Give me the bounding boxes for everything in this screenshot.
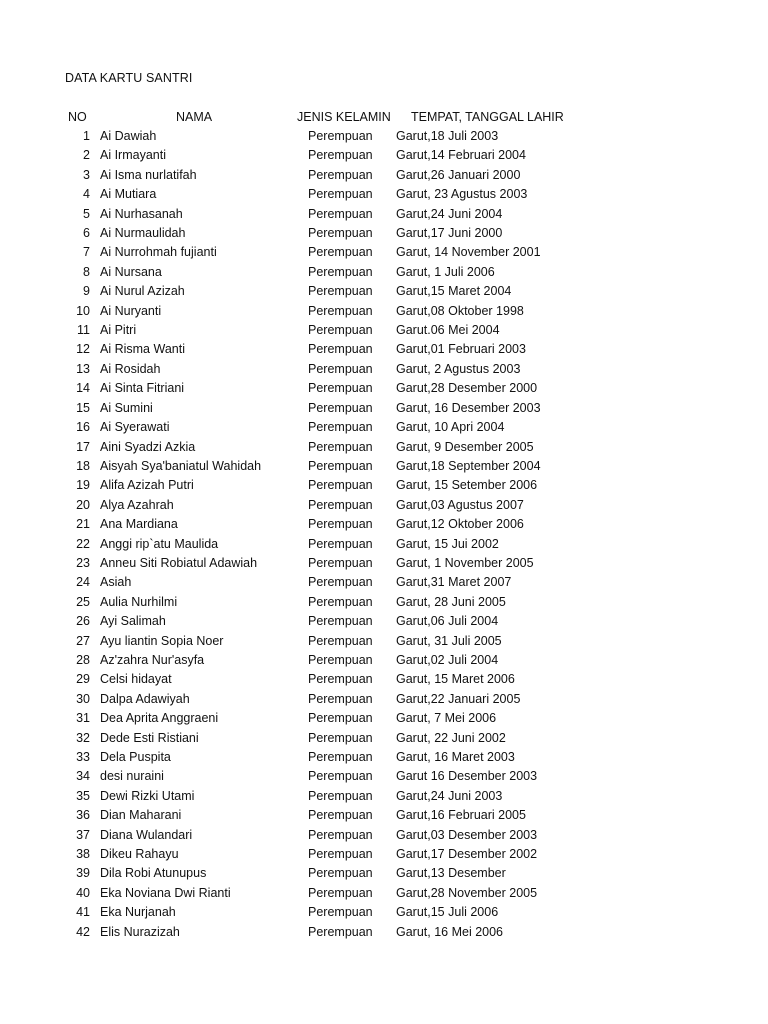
cell-jenis-kelamin: Perempuan — [308, 769, 373, 784]
table-row — [0, 767, 768, 786]
cell-jenis-kelamin: Perempuan — [308, 555, 373, 570]
cell-tempat-tanggal-lahir: Garut, 31 Juli 2005 — [396, 633, 502, 648]
header-jenis-kelamin: JENIS KELAMIN — [297, 110, 391, 124]
cell-tempat-tanggal-lahir: Garut,13 Desember — [396, 866, 506, 881]
cell-no: 33 — [76, 750, 90, 764]
cell-jenis-kelamin: Perempuan — [308, 458, 373, 473]
cell-jenis-kelamin: Perempuan — [308, 885, 373, 900]
cell-jenis-kelamin: Perempuan — [308, 614, 373, 629]
table-row — [0, 903, 768, 922]
cell-tempat-tanggal-lahir: Garut,18 Juli 2003 — [396, 129, 499, 143]
cell-jenis-kelamin: Perempuan — [308, 711, 373, 726]
cell-nama: Ai Nuryanti — [100, 303, 162, 318]
table-row — [0, 651, 768, 670]
cell-nama: Dikeu Rahayu — [100, 847, 179, 862]
cell-no: 24 — [76, 575, 90, 590]
cell-nama: Ai Rosidah — [100, 361, 161, 376]
cell-nama: Ai Pitri — [100, 323, 137, 338]
cell-jenis-kelamin: Perempuan — [308, 691, 373, 706]
cell-jenis-kelamin: Perempuan — [308, 400, 373, 415]
cell-nama: Dea Aprita Anggraeni — [100, 711, 219, 726]
cell-tempat-tanggal-lahir: Garut,16 Februari 2005 — [396, 808, 526, 823]
cell-tempat-tanggal-lahir: Garut,22 Januari 2005 — [396, 691, 521, 706]
cell-no: 32 — [76, 730, 90, 745]
table-row — [0, 670, 768, 689]
cell-jenis-kelamin: Perempuan — [308, 730, 373, 745]
cell-nama: Celsi hidayat — [100, 672, 172, 687]
cell-tempat-tanggal-lahir: Garut, 16 Desember 2003 — [396, 400, 541, 415]
cell-no: 8 — [83, 264, 90, 279]
cell-jenis-kelamin: Perempuan — [308, 226, 373, 241]
cell-no: 16 — [76, 420, 90, 435]
cell-nama: Ai Isma nurlatifah — [100, 167, 197, 182]
cell-tempat-tanggal-lahir: Garut, 15 Jui 2002 — [396, 536, 499, 551]
table-row — [0, 438, 768, 457]
cell-tempat-tanggal-lahir: Garut,17 Juni 2000 — [396, 226, 503, 241]
table-row — [0, 476, 768, 495]
cell-jenis-kelamin: Perempuan — [308, 672, 373, 687]
cell-jenis-kelamin: Perempuan — [308, 924, 373, 939]
cell-no: 39 — [76, 866, 90, 881]
table-row — [0, 690, 768, 709]
cell-no: 9 — [83, 284, 90, 299]
table-row — [0, 263, 768, 282]
table-row — [0, 884, 768, 903]
cell-no: 42 — [76, 924, 90, 939]
cell-tempat-tanggal-lahir: Garut,06 Juli 2004 — [396, 614, 499, 629]
cell-no: 10 — [76, 303, 90, 318]
cell-no: 7 — [83, 245, 90, 260]
cell-tempat-tanggal-lahir: Garut,03 Agustus 2007 — [396, 497, 524, 512]
table-row — [0, 787, 768, 806]
cell-nama: Ayi Salimah — [100, 614, 166, 629]
cell-nama: Ai Dawiah — [100, 129, 157, 143]
table-row — [0, 864, 768, 883]
cell-nama: Alifa Azizah Putri — [100, 478, 194, 493]
cell-nama: Dila Robi Atunupus — [100, 866, 207, 881]
cell-tempat-tanggal-lahir: Garut.06 Mei 2004 — [396, 323, 500, 338]
cell-nama: Eka Nurjanah — [100, 905, 176, 920]
cell-nama: Dalpa Adawiyah — [100, 691, 190, 706]
cell-jenis-kelamin: Perempuan — [308, 187, 373, 202]
cell-nama: Ai Nurrohmah fujianti — [100, 245, 217, 260]
cell-no: 14 — [76, 381, 90, 396]
cell-nama: Ai Sumini — [100, 400, 153, 415]
cell-jenis-kelamin: Perempuan — [308, 594, 373, 609]
cell-jenis-kelamin: Perempuan — [308, 439, 373, 454]
table-row — [0, 729, 768, 748]
cell-jenis-kelamin: Perempuan — [308, 478, 373, 493]
cell-no: 20 — [76, 497, 90, 512]
cell-no: 22 — [76, 536, 90, 551]
cell-tempat-tanggal-lahir: Garut, 16 Mei 2006 — [396, 924, 504, 939]
table-row — [0, 515, 768, 534]
cell-nama: Asiah — [100, 575, 132, 590]
cell-jenis-kelamin: Perempuan — [308, 342, 373, 357]
table-row — [0, 573, 768, 592]
table-header — [0, 108, 768, 126]
table-row — [0, 146, 768, 165]
cell-nama: Ana Mardiana — [100, 517, 178, 532]
cell-no: 3 — [83, 167, 90, 182]
cell-jenis-kelamin: Perempuan — [308, 361, 373, 376]
cell-nama: Ayu liantin Sopia Noer — [100, 633, 224, 648]
cell-no: 15 — [76, 400, 90, 415]
table-row — [0, 360, 768, 379]
cell-nama: Ai Nurul Azizah — [100, 284, 185, 299]
cell-tempat-tanggal-lahir: Garut, 2 Agustus 2003 — [396, 361, 521, 376]
cell-tempat-tanggal-lahir: Garut, 1 Juli 2006 — [396, 264, 495, 279]
cell-no: 19 — [76, 478, 90, 493]
table-row — [0, 302, 768, 321]
cell-tempat-tanggal-lahir: Garut,02 Juli 2004 — [396, 652, 499, 667]
cell-tempat-tanggal-lahir: Garut, 9 Desember 2005 — [396, 439, 534, 454]
cell-no: 26 — [76, 614, 90, 629]
cell-no: 21 — [76, 517, 90, 532]
cell-jenis-kelamin: Perempuan — [308, 148, 373, 163]
cell-nama: Ai Syerawati — [100, 420, 170, 435]
cell-jenis-kelamin: Perempuan — [308, 129, 373, 143]
table-row — [0, 224, 768, 243]
table-row — [0, 457, 768, 476]
cell-no: 23 — [76, 555, 90, 570]
table-row — [0, 612, 768, 631]
cell-nama: Dede Esti Ristiani — [100, 730, 199, 745]
cell-tempat-tanggal-lahir: Garut,01 Februari 2003 — [396, 342, 526, 357]
cell-tempat-tanggal-lahir: Garut, 14 November 2001 — [396, 245, 541, 260]
table-row — [0, 166, 768, 185]
cell-tempat-tanggal-lahir: Garut, 15 Setember 2006 — [396, 478, 538, 493]
cell-tempat-tanggal-lahir: Garut, 10 Apri 2004 — [396, 420, 505, 435]
cell-nama: Aulia Nurhilmi — [100, 594, 178, 609]
table-row — [0, 185, 768, 204]
cell-tempat-tanggal-lahir: Garut, 7 Mei 2006 — [396, 711, 497, 726]
table-row — [0, 496, 768, 515]
cell-no: 37 — [76, 827, 90, 842]
cell-jenis-kelamin: Perempuan — [308, 575, 373, 590]
cell-nama: Az'zahra Nur'asyfa — [100, 652, 205, 667]
table-row — [0, 243, 768, 262]
table-row — [0, 554, 768, 573]
cell-tempat-tanggal-lahir: Garut, 22 Juni 2002 — [396, 730, 506, 745]
cell-nama: Eka Noviana Dwi Rianti — [100, 885, 231, 900]
cell-nama: Anneu Siti Robiatul Adawiah — [100, 555, 258, 570]
cell-nama: Ai Mutiara — [100, 187, 157, 202]
cell-nama: Dela Puspita — [100, 750, 171, 764]
table-row — [0, 709, 768, 728]
cell-jenis-kelamin: Perempuan — [308, 536, 373, 551]
cell-no: 18 — [76, 458, 90, 473]
cell-jenis-kelamin: Perempuan — [308, 633, 373, 648]
cell-nama: Ai Risma Wanti — [100, 342, 185, 357]
table-row — [0, 321, 768, 340]
cell-no: 36 — [76, 808, 90, 823]
cell-jenis-kelamin: Perempuan — [308, 420, 373, 435]
cell-nama: Anggi rip`atu Maulida — [100, 536, 219, 551]
cell-tempat-tanggal-lahir: Garut, 15 Maret 2006 — [396, 672, 515, 687]
cell-no: 11 — [77, 323, 90, 338]
cell-jenis-kelamin: Perempuan — [308, 905, 373, 920]
table-row — [0, 535, 768, 554]
cell-jenis-kelamin: Perempuan — [308, 381, 373, 396]
cell-no: 40 — [76, 885, 90, 900]
cell-tempat-tanggal-lahir: Garut, 1 November 2005 — [396, 555, 534, 570]
cell-nama: Alya Azahrah — [100, 497, 174, 512]
cell-tempat-tanggal-lahir: Garut,18 September 2004 — [396, 458, 541, 473]
cell-nama: Elis Nurazizah — [100, 924, 180, 939]
table-row — [0, 632, 768, 651]
cell-jenis-kelamin: Perempuan — [308, 847, 373, 862]
table-row — [0, 205, 768, 224]
cell-nama: Ai Nursana — [100, 264, 162, 279]
cell-jenis-kelamin: Perempuan — [308, 206, 373, 221]
cell-tempat-tanggal-lahir: Garut,14 Februari 2004 — [396, 148, 526, 163]
cell-no: 17 — [76, 439, 90, 454]
cell-tempat-tanggal-lahir: Garut,28 November 2005 — [396, 885, 538, 900]
table-row — [0, 340, 768, 359]
cell-no: 28 — [76, 652, 90, 667]
cell-nama: Ai Irmayanti — [100, 148, 166, 163]
cell-jenis-kelamin: Perempuan — [308, 303, 373, 318]
cell-no: 2 — [83, 148, 90, 163]
cell-jenis-kelamin: Perempuan — [308, 167, 373, 182]
cell-tempat-tanggal-lahir: Garut, 16 Maret 2003 — [396, 750, 515, 764]
cell-tempat-tanggal-lahir: Garut,15 Juli 2006 — [396, 905, 499, 920]
header-nama: NAMA — [176, 110, 213, 124]
cell-no: 12 — [76, 342, 90, 357]
cell-no: 31 — [76, 711, 90, 726]
table-row — [0, 923, 768, 942]
cell-tempat-tanggal-lahir: Garut, 28 Juni 2005 — [396, 594, 506, 609]
cell-tempat-tanggal-lahir: Garut,26 Januari 2000 — [396, 167, 521, 182]
cell-jenis-kelamin: Perempuan — [308, 264, 373, 279]
cell-no: 29 — [76, 672, 90, 687]
table-body — [0, 127, 768, 942]
cell-nama: Ai Nurmaulidah — [100, 226, 186, 241]
cell-no: 34 — [76, 769, 90, 784]
cell-nama: Dian Maharani — [100, 808, 182, 823]
cell-nama: desi nuraini — [100, 769, 164, 784]
table-row — [0, 748, 768, 767]
cell-tempat-tanggal-lahir: Garut,24 Juni 2004 — [396, 206, 503, 221]
header-tempat-tanggal-lahir: TEMPAT, TANGGAL LAHIR — [411, 110, 564, 124]
cell-jenis-kelamin: Perempuan — [308, 517, 373, 532]
cell-no: 30 — [76, 691, 90, 706]
cell-jenis-kelamin: Perempuan — [308, 750, 373, 764]
cell-jenis-kelamin: Perempuan — [308, 652, 373, 667]
cell-tempat-tanggal-lahir: Garut, 23 Agustus 2003 — [396, 187, 528, 202]
cell-no: 27 — [76, 633, 90, 648]
cell-nama: Aisyah Sya'baniatul Wahidah — [100, 458, 262, 473]
cell-jenis-kelamin: Perempuan — [308, 497, 373, 512]
cell-no: 41 — [76, 905, 90, 920]
cell-tempat-tanggal-lahir: Garut,28 Desember 2000 — [396, 381, 538, 396]
table-row — [0, 379, 768, 398]
cell-no: 38 — [76, 847, 90, 862]
cell-no: 6 — [83, 226, 90, 241]
cell-no: 4 — [83, 187, 90, 202]
cell-jenis-kelamin: Perempuan — [308, 245, 373, 260]
table-row — [0, 826, 768, 845]
cell-tempat-tanggal-lahir: Garut,15 Maret 2004 — [396, 284, 512, 299]
cell-tempat-tanggal-lahir: Garut,03 Desember 2003 — [396, 827, 538, 842]
cell-nama: Aini Syadzi Azkia — [100, 439, 196, 454]
cell-nama: Diana Wulandari — [100, 827, 193, 842]
cell-jenis-kelamin: Perempuan — [308, 808, 373, 823]
table-row — [0, 127, 768, 146]
header-no: NO — [68, 110, 87, 124]
cell-tempat-tanggal-lahir: Garut,24 Juni 2003 — [396, 788, 503, 803]
cell-nama: Dewi Rizki Utami — [100, 788, 195, 803]
cell-nama: Ai Nurhasanah — [100, 206, 183, 221]
cell-tempat-tanggal-lahir: Garut,08 Oktober 1998 — [396, 303, 524, 318]
table-row — [0, 806, 768, 825]
cell-no: 35 — [76, 788, 90, 803]
cell-jenis-kelamin: Perempuan — [308, 284, 373, 299]
table-row — [0, 593, 768, 612]
cell-tempat-tanggal-lahir: Garut 16 Desember 2003 — [396, 769, 538, 784]
page-title: DATA KARTU SANTRI — [65, 71, 193, 85]
cell-tempat-tanggal-lahir: Garut,17 Desember 2002 — [396, 847, 538, 862]
cell-jenis-kelamin: Perempuan — [308, 866, 373, 881]
cell-no: 5 — [83, 206, 90, 221]
cell-no: 13 — [76, 361, 90, 376]
cell-no: 25 — [76, 594, 90, 609]
cell-jenis-kelamin: Perempuan — [308, 788, 373, 803]
cell-tempat-tanggal-lahir: Garut,12 Oktober 2006 — [396, 517, 524, 532]
table-row — [0, 845, 768, 864]
table-row — [0, 399, 768, 418]
table-row — [0, 418, 768, 437]
cell-no: 1 — [83, 129, 90, 143]
cell-nama: Ai Sinta Fitriani — [100, 381, 185, 396]
cell-tempat-tanggal-lahir: Garut,31 Maret 2007 — [396, 575, 512, 590]
cell-jenis-kelamin: Perempuan — [308, 323, 373, 338]
cell-jenis-kelamin: Perempuan — [308, 827, 373, 842]
table-row — [0, 282, 768, 301]
